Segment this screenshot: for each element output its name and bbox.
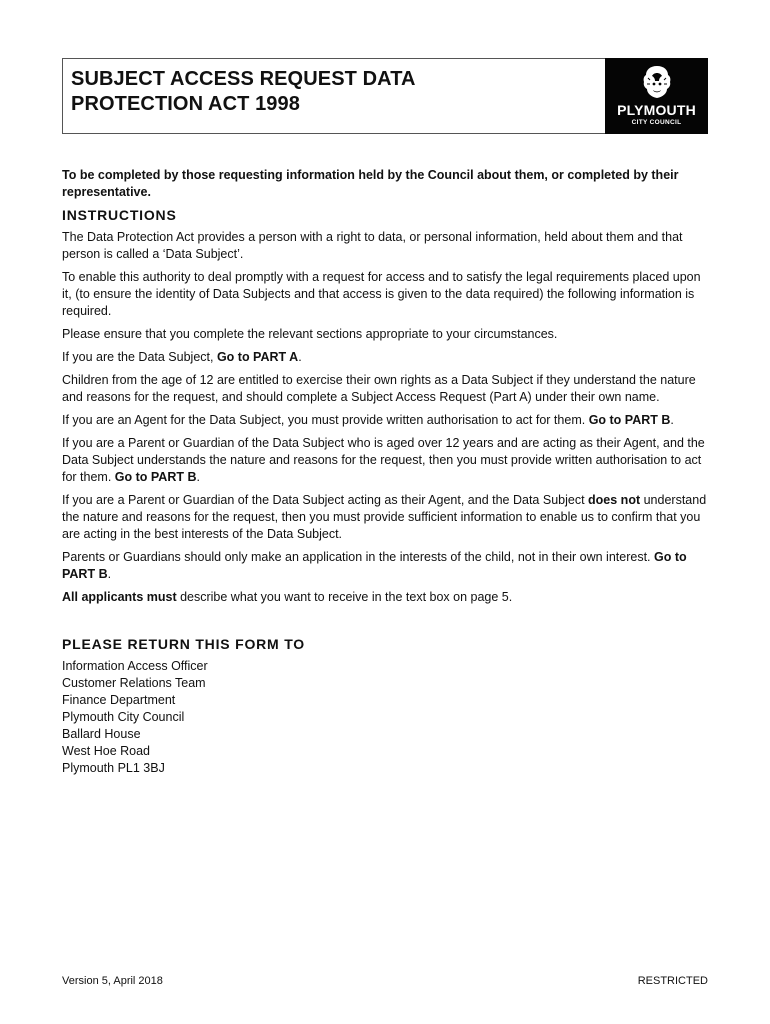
part-b-link-text: Go to PART B bbox=[588, 413, 671, 427]
address-line: Information Access Officer bbox=[62, 659, 208, 673]
part-b-link-text: Go to PART B bbox=[62, 550, 687, 581]
instruction-paragraph: Please ensure that you complete the relevant sections appropriate to your circumstances. bbox=[62, 327, 558, 341]
part-a-link-text: Go to PART A bbox=[216, 350, 299, 364]
title-line-2: PROTECTION ACT 1998 bbox=[71, 93, 300, 115]
instruction-paragraph bbox=[62, 349, 710, 366]
paragraph-text: If you are an Agent for the Data Subject, you must provide written authorisation to act for them. bbox=[62, 413, 589, 427]
address-line: Plymouth PL1 3BJ bbox=[62, 761, 165, 775]
paragraph-text: describe what you want to receive in the text box on page 5. bbox=[176, 590, 513, 604]
instruction-paragraph bbox=[62, 549, 710, 583]
instruction-paragraph bbox=[62, 412, 710, 429]
return-heading: PLEASE RETURN THIS FORM TO bbox=[62, 636, 305, 652]
instruction-paragraph bbox=[62, 492, 710, 543]
lion-crest-icon bbox=[641, 64, 673, 100]
address-line: West Hoe Road bbox=[62, 744, 151, 758]
logo-subtitle: CITY COUNCIL bbox=[631, 119, 682, 126]
logo-name: PLYMOUTH bbox=[617, 102, 696, 118]
emphasis-text: does not bbox=[588, 493, 641, 507]
address-line: Customer Relations Team bbox=[62, 676, 206, 690]
page-title bbox=[71, 67, 591, 117]
paragraph-end: . bbox=[107, 567, 112, 581]
address-line: Ballard House bbox=[62, 727, 141, 741]
paragraph-text: If you are a Parent or Guardian of the Data Subject acting as their Agent, and the Data Subject bbox=[62, 493, 589, 507]
footer-version: Version 5, April 2018 bbox=[62, 975, 163, 987]
paragraph-text: If you are the Data Subject, bbox=[62, 350, 217, 364]
council-logo bbox=[605, 58, 708, 134]
address-line: Finance Department bbox=[62, 693, 176, 707]
paragraph-end: . bbox=[298, 350, 302, 364]
emphasis-text: All applicants must bbox=[62, 590, 177, 604]
return-address bbox=[62, 658, 710, 777]
header-box bbox=[62, 58, 708, 134]
instruction-paragraph: Children from the age of 12 are entitled to exercise their own rights as a Data Subject if they understand the nature and reasons for the request, and should complete a Subject Access Request (Part A) under their own name. bbox=[62, 373, 696, 404]
footer-classification: RESTRICTED bbox=[637, 975, 708, 987]
title-line-1: SUBJECT ACCESS REQUEST DATA bbox=[71, 68, 416, 90]
intro-text: To be completed by those requesting information held by the Council about them, or completed by their representative. bbox=[62, 168, 679, 199]
part-b-link-text: Go to PART B bbox=[114, 470, 197, 484]
instruction-paragraph: To enable this authority to deal promptly with a request for access and to satisfy the legal requirements placed upon it, (to ensure the identity of Data Subjects and that access is given to the data required) the following information is required. bbox=[62, 270, 701, 318]
paragraph-text: Parents or Guardians should only make an application in the interests of the child, not in their own interest. bbox=[62, 550, 654, 564]
document-body bbox=[62, 167, 710, 777]
paragraph-end: . bbox=[196, 470, 200, 484]
address-line: Plymouth City Council bbox=[62, 710, 185, 724]
paragraph-text: If you are a Parent or Guardian of the Data Subject who is aged over 12 years and are acting as their Agent, and the Data Subject understands the nature and reasons for the request, then you must provide written authorisation to act for them. bbox=[62, 436, 705, 484]
instruction-paragraph bbox=[62, 435, 710, 486]
instructions-heading: INSTRUCTIONS bbox=[62, 207, 177, 223]
instruction-paragraph: The Data Protection Act provides a person with a right to data, or personal information, held about them and that person is called a ‘Data Subject’. bbox=[62, 230, 683, 261]
paragraph-end: . bbox=[670, 413, 674, 427]
paragraph-text: understand the nature and reasons for the request, then you must provide sufficient information to enable us to confirm that you are acting in the best interests of the Data Subject. bbox=[62, 493, 707, 541]
instruction-paragraph bbox=[62, 589, 710, 606]
